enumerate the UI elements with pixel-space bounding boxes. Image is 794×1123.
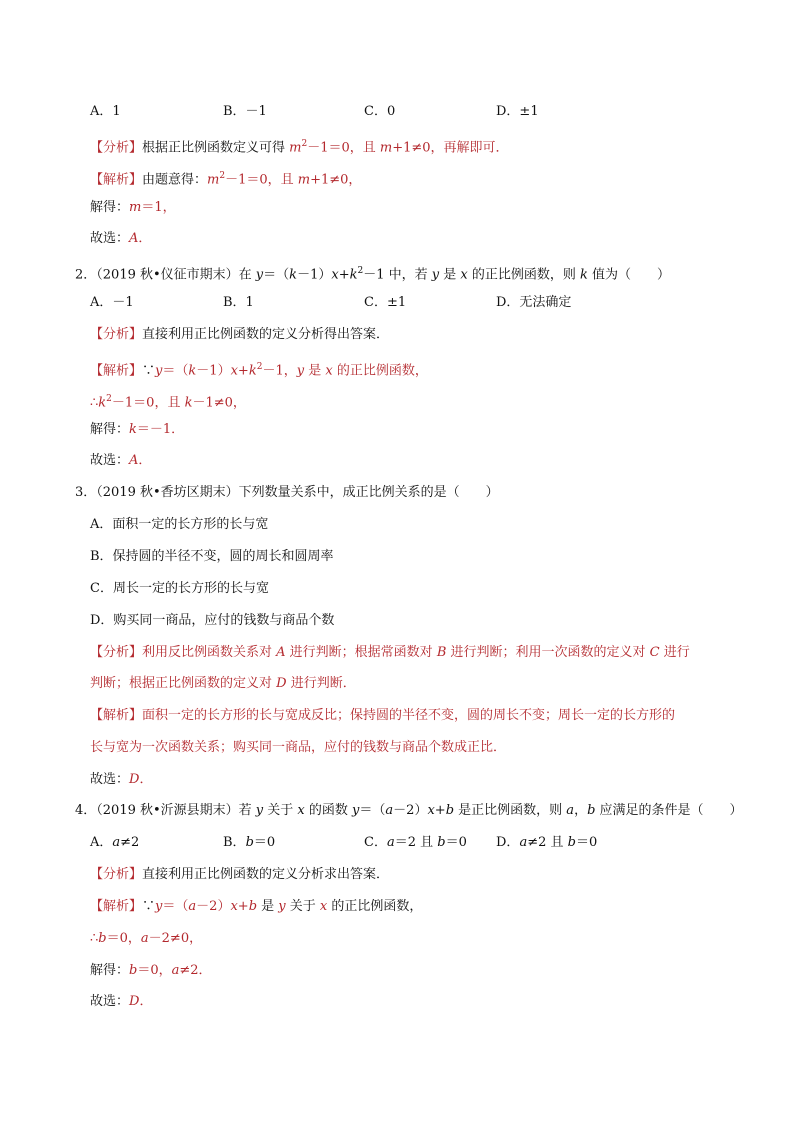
- var: y: [431, 267, 440, 283]
- text: ＝（: [162, 363, 189, 379]
- text: 是: [304, 363, 326, 379]
- text: －1 中，若: [363, 267, 432, 283]
- var: y: [255, 267, 264, 283]
- text: B．: [223, 835, 246, 850]
- solution-tag: 【解析】: [90, 363, 143, 379]
- text: －1＝0，且: [225, 172, 298, 188]
- exp: 2: [219, 171, 226, 181]
- var: x: [230, 899, 238, 914]
- text: D．: [496, 835, 520, 850]
- text: ．: [138, 231, 152, 246]
- solution-step: [90, 930, 202, 948]
- text: －1）: [196, 363, 231, 379]
- option-b: B．1: [223, 295, 254, 310]
- question-2-stem: [75, 262, 670, 284]
- option-d: D．无法确定: [496, 295, 572, 310]
- text: ∴: [90, 931, 99, 946]
- text: 的正比例函数，: [327, 899, 423, 914]
- question-3-stem: 3．（2019 秋•香坊区期末）下列数量关系中，成正比例关系的是（ ）: [75, 485, 499, 500]
- option-d: D．购买同一商品，应付的钱数与商品个数: [90, 613, 335, 628]
- text: 进行判断；利用一次函数的定义对: [446, 645, 650, 660]
- var: k: [184, 395, 193, 411]
- var: x: [325, 363, 333, 379]
- text: 应满足的条件是（ ）: [595, 803, 743, 818]
- text: －2）: [196, 899, 231, 914]
- answer: A: [129, 231, 139, 246]
- text: ，: [574, 803, 588, 818]
- var: a: [140, 931, 149, 946]
- text: 直接利用正比例函数的定义分析求出答案．: [142, 867, 390, 882]
- analysis-line: [90, 644, 690, 662]
- var: m: [289, 140, 302, 156]
- var: k: [188, 363, 197, 379]
- var: a: [112, 835, 121, 850]
- option-d: D．±1: [496, 104, 539, 119]
- text: ＝0: [253, 835, 276, 850]
- text: 故选：: [90, 772, 130, 787]
- question-4-stem: [75, 802, 743, 820]
- solution-tag: 【解析】: [90, 708, 143, 723]
- var: k: [248, 363, 257, 379]
- text: ≠2 且: [527, 835, 568, 850]
- text: 是: [439, 267, 461, 283]
- var: m: [207, 172, 220, 188]
- answer-line: [90, 771, 152, 789]
- analysis-tag: 【分析】: [90, 645, 143, 660]
- option-c: C．±1: [364, 295, 407, 310]
- var: x: [297, 803, 305, 818]
- var: b: [245, 835, 254, 850]
- answer: D: [129, 994, 140, 1009]
- var: b: [437, 835, 446, 850]
- var: k: [349, 267, 358, 283]
- option-b: B．保持圆的半径不变，圆的周长和圆周率: [90, 549, 334, 564]
- text: 故选：: [90, 231, 130, 246]
- option-b: [223, 834, 275, 852]
- text: +1≠0，: [310, 172, 362, 188]
- var: x: [319, 899, 328, 914]
- answer: A: [129, 453, 139, 468]
- text: 是正比例函数，则: [454, 803, 567, 818]
- solution-line-2: [90, 739, 506, 757]
- text: 是: [257, 899, 279, 914]
- text: 判断；根据正比例函数的定义对: [90, 676, 277, 691]
- exp: 2: [301, 139, 308, 149]
- var: b: [587, 803, 596, 818]
- exp: 2: [256, 362, 263, 372]
- var: k: [580, 267, 588, 283]
- text: 进行判断；根据常函数对: [285, 645, 437, 660]
- text: 故选：: [90, 453, 130, 468]
- text: ．: [138, 453, 152, 468]
- text: ＝0，: [137, 963, 172, 978]
- text: －2）: [393, 803, 428, 818]
- analysis-line: [90, 866, 389, 884]
- text: 利用反比例函数关系对: [142, 645, 277, 660]
- var: k: [289, 267, 298, 283]
- var: x: [230, 363, 238, 379]
- text: ＝（: [359, 803, 386, 818]
- analysis-line: [90, 326, 389, 344]
- var: A: [276, 645, 286, 660]
- option-c: C．周长一定的长方形的长与宽: [90, 581, 269, 596]
- text: ∵: [142, 363, 156, 379]
- var: D: [276, 676, 287, 691]
- option-d: [496, 834, 597, 852]
- option-a: A．－1: [90, 295, 134, 310]
- solution-step: [90, 962, 212, 980]
- option-b: B．－1: [223, 104, 267, 119]
- text: －1＝0，且: [111, 395, 185, 411]
- analysis-tag: 【分析】: [90, 327, 143, 342]
- text: ∴: [90, 395, 99, 411]
- text: 解得：: [90, 422, 130, 437]
- text: 的正比例函数，则: [467, 267, 580, 283]
- var: x: [460, 267, 468, 283]
- text: ＝1，: [141, 200, 176, 215]
- solution-step: [90, 390, 246, 412]
- solution-line: [90, 358, 428, 380]
- text: C．: [364, 835, 387, 850]
- solution-tag: 【解析】: [90, 899, 143, 914]
- var: b: [98, 931, 107, 946]
- var: y: [255, 803, 264, 818]
- text: ＝0，: [106, 931, 141, 946]
- option-a: [90, 834, 139, 852]
- text: 进行: [659, 645, 690, 660]
- text: ＝－1．: [136, 422, 185, 437]
- text: +: [237, 899, 249, 914]
- solution-line: [90, 167, 361, 189]
- text: A．: [90, 835, 113, 850]
- text: 由题意得：: [142, 172, 208, 188]
- var: C: [649, 645, 660, 660]
- text: +1≠0，再解即可．: [392, 140, 509, 156]
- text: －2≠0，: [148, 931, 203, 946]
- var: y: [155, 363, 163, 379]
- text: 长与宽为一次函数关系；购买同一商品，应付的钱数与商品个数成正比．: [90, 740, 507, 755]
- var: b: [129, 963, 138, 978]
- solution-step: [90, 421, 184, 439]
- var: b: [567, 835, 576, 850]
- exp: 2: [106, 394, 112, 404]
- var: a: [566, 803, 575, 818]
- text: ＝0: [575, 835, 598, 850]
- var: k: [98, 395, 107, 411]
- text: +: [237, 363, 249, 379]
- text: 解得：: [90, 963, 130, 978]
- text: 进行判断．: [286, 676, 356, 691]
- text: ＝2 且: [394, 835, 438, 850]
- text: ．: [139, 994, 153, 1009]
- answer-line: [90, 993, 152, 1011]
- var: y: [296, 363, 305, 379]
- var: a: [171, 963, 180, 978]
- text: ≠2．: [179, 963, 212, 978]
- var: b: [248, 899, 258, 914]
- analysis-line-2: [90, 675, 356, 693]
- answer: D: [129, 772, 140, 787]
- analysis-tag: 【分析】: [90, 867, 143, 882]
- text: －1≠0，: [192, 395, 246, 411]
- exp: 2: [357, 266, 364, 276]
- text: 关于: [263, 803, 298, 818]
- var: b: [445, 803, 455, 818]
- var: m: [297, 172, 311, 188]
- answer-line: [90, 452, 151, 470]
- text: ．: [139, 772, 153, 787]
- text: +: [434, 803, 446, 818]
- text: 故选：: [90, 994, 130, 1009]
- answer-line: [90, 230, 151, 248]
- text: －1）: [297, 267, 332, 283]
- text: 的正比例函数，: [332, 363, 428, 379]
- text: 2．（2019 秋•仪征市期末）在: [75, 267, 256, 283]
- var: y: [155, 899, 163, 914]
- text: 直接利用正比例函数的定义分析得出答案．: [142, 327, 390, 342]
- var: y: [278, 899, 286, 914]
- var: y: [352, 803, 360, 818]
- option-c: [364, 834, 467, 852]
- solution-tag: 【解析】: [90, 172, 143, 188]
- solution-step: [90, 199, 176, 217]
- option-c: C．0: [364, 104, 396, 119]
- text: ＝0: [445, 835, 467, 850]
- text: 面积一定的长方形的长与宽成反比；保持圆的半径不变，圆的周长不变；周长一定的长方形的: [142, 708, 676, 723]
- var: m: [379, 140, 393, 156]
- var: x: [427, 803, 435, 818]
- text: ＝（: [263, 267, 290, 283]
- var: a: [188, 899, 197, 914]
- var: B: [436, 645, 447, 660]
- text: 根据正比例函数定义可得: [142, 140, 290, 156]
- option-a: A．1: [90, 104, 121, 119]
- text: 关于: [285, 899, 320, 914]
- var: a: [385, 803, 394, 818]
- text: 解得：: [90, 200, 130, 215]
- text: －1＝0，且: [307, 140, 380, 156]
- option-a: A．面积一定的长方形的长与宽: [90, 517, 269, 532]
- var: k: [129, 422, 137, 437]
- text: +: [338, 267, 350, 283]
- var: x: [331, 267, 339, 283]
- text: ＝（: [162, 899, 189, 914]
- text: ≠2: [120, 835, 140, 850]
- text: －1，: [262, 363, 297, 379]
- solution-line: [90, 898, 422, 916]
- text: 的函数: [304, 803, 353, 818]
- text: ∵: [142, 899, 156, 914]
- var: m: [129, 200, 142, 215]
- var: a: [519, 835, 528, 850]
- text: 4．（2019 秋•沂源县期末）若: [75, 803, 256, 818]
- solution-line: [90, 707, 675, 725]
- var: a: [386, 835, 395, 850]
- analysis-tag: 【分析】: [90, 140, 143, 156]
- analysis-line: [90, 135, 509, 157]
- text: 值为（ ）: [587, 267, 671, 283]
